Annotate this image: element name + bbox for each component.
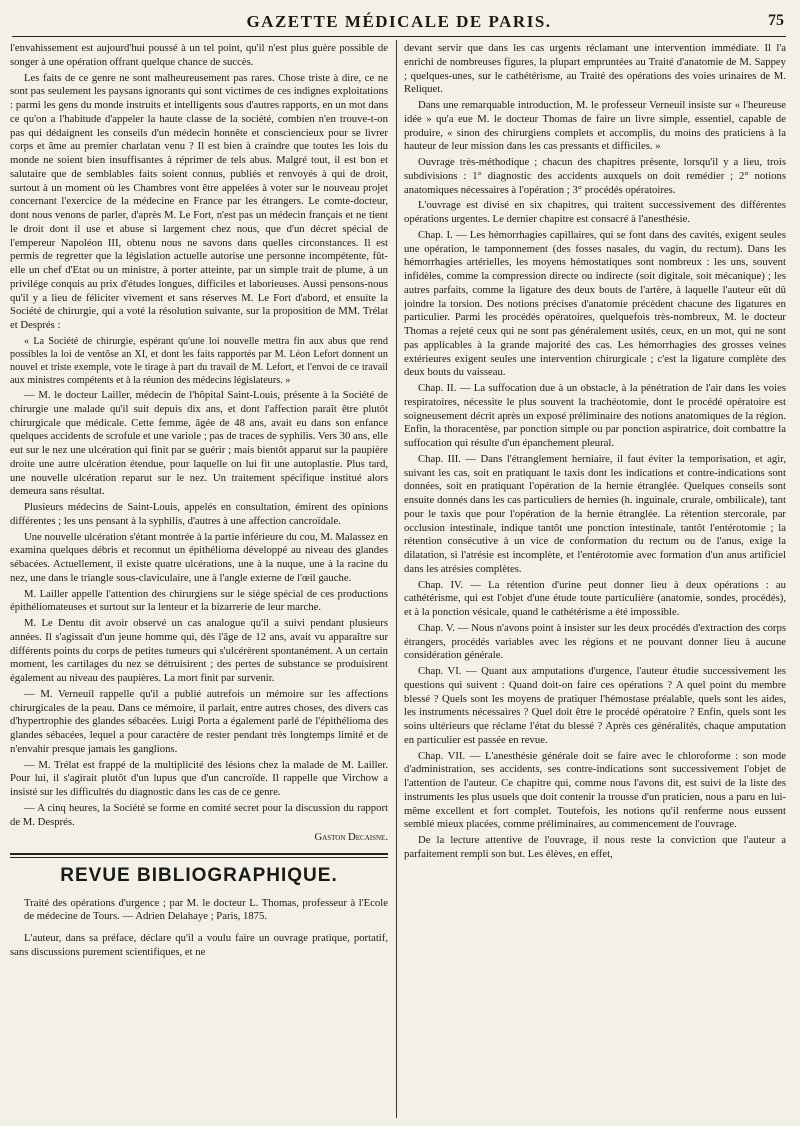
paragraph: De la lecture attentive de l'ouvrage, il nous reste la conviction que l'auteur a parfaitement rempli son but. Les élèves, en effet, [404, 834, 786, 860]
section-rule [10, 853, 388, 855]
paragraph: Les faits de ce genre ne sont malheureusement pas rares. Chose triste à dire, ce ne sont pas seulement les paysans ignorants qui sont victimes de ces indignes exploitations : parmi les gens du monde instruits et intelligents sous d'autres rapports, en un mot dans ce qu'on a l'habitude d'appeler la haute classe de la société, combien n'en trouve-t-on pas qui dédaignent les conseils d'un médecin honnête et consciencieux pour se livrer corps et âme au premier charlatan venu ? Il est bien à craindre que toutes les lois du monde ne soient bien insuffisantes à réprimer de tels abus. Malgré tout, il est bon et salutaire que de semblables faits soient connus, publiés et renvoyés à qui de droit, surtout à un moment où les Chambres vont être appelées à voter sur le nouveau projet concernant l'exercice de la médecine en France par les étrangers. Le comte-docteur, dont nous venons de parler, d'après M. Le Fort, n'est pas un médecin français et ne tient le droit dont il use et abuse si largement chez nous, que d'un décret spécial de l'empereur Napoléon III, obtenu nous ne savons dans quelles circonstances. Il est permis de regretter que la législation actuelle autorise une personne incompétente, fût-elle un chef d'Etat ou un ministre, à porter atteinte, par un simple trait de plume, à un privilége conquis au prix d'études longues, difficiles et laborieuses. Aussi pensons-nous qu'il y a lieu de féliciter vivement et sans réserves M. Le Fort d'abord, et ensuite la Société de chirurgie, qui a voté la résolution suivante, sur la proposition de MM. Trélat et Després : [10, 71, 388, 331]
right-column [404, 42, 786, 1120]
paragraph: L'ouvrage est divisé en six chapitres, qui traitent successivement des différentes opérations urgentes. Le dernier chapitre est consacré à l'anesthésie. [404, 199, 786, 225]
chapter-paragraph: Chap. III. — Dans l'étranglement herniaire, il faut éviter la temporisation, et agir, suivant les cas, soit en pratiquant le taxis dont les indications et contre-indications sont données, soit en pratiquant l'opération de la hernie étranglée. Quelques conseils sont ensuite donnés dans les cas particuliers de hernies (h. inguinale, crurale, ombilicale), tant pour le taxis que pour l'opération de la hernie étranglée. La rétention stercorale, par occlusion intestinale, indique tantôt une ponction intestinale, tantôt l'entérotomie ; la rétention consécutive à un vice de conformation du rectum ou de l'anus, exige la dilatation, si l'atrésie est incomplète, et l'entérotomie avec formation d'un anus artificiel dans les atrésies complètes. [404, 452, 786, 575]
paragraph: devant servir que dans les cas urgents réclamant une intervention immédiate. Il l'a enrichi de nombreuses figures, la plupart empruntées au Traité d'anatomie de M. Sappey ; quelques-unes, sur le cathétérisme, au Traité des opérations des voies urinaires de M. Reliquet. [404, 42, 786, 96]
column-divider [396, 40, 397, 1118]
paragraph: Ouvrage très-méthodique ; chacun des chapitres présente, lorsqu'il y a lieu, trois subdivisions : 1° diagnostic des accidents auxquels on doit remédier ; 2° notions anatomiques nécessaires à l'opération ; 3° procédés opératoires. [404, 156, 786, 196]
paragraph: — M. Verneuil rappelle qu'il a publié autrefois un mémoire sur les affections chirurgicales de la peau. Dans ce mémoire, il parlait, entre autres choses, des divers cas d'hypertrophie des glandes sébacées. Luigi Porta a également parlé de l'épithélioma des glandes sébacées, lequel a pour caractère de rester pendant très longtemps limité et de n'envahir presque jamais les ganglions. [10, 687, 388, 755]
book-citation: Traité des opérations d'urgence ; par M. le docteur L. Thomas, professeur à l'Ecole de médecine de Tours. — Adrien Delahaye ; Paris, 1875. [24, 896, 388, 923]
journal-title: GAZETTE MÉDICALE DE PARIS. [246, 12, 552, 31]
page-number: 75 [768, 12, 784, 29]
paragraph: l'envahissement est aujourd'hui poussé à un tel point, qu'il n'est plus guère possible de songer à une opération offrant quelque chance de succès. [10, 42, 388, 68]
chapter-paragraph: Chap. VI. — Quant aux amputations d'urgence, l'auteur étudie successivement les questions qui suivent : Quand doit-on faire ces opérations ? A quel point du membre blessé ? Quels sont les moyens de pratiquer l'hémostase préalable, quels sont les aides, les instruments nécessaires ? Quel doit être le procédé opératoire ? Enfin, quels sont les soins ultérieurs que réclame l'état du blessé ? Après ces généralités, chaque amputation en particulier est passée en revue. [404, 665, 786, 746]
paragraph: L'auteur, dans sa préface, déclare qu'il a voulu faire un ouvrage pratique, portatif, sans discussions purement scientifiques, et ne [10, 932, 388, 958]
chapter-paragraph: Chap. V. — Nous n'avons point à insister sur les deux procédés d'extraction des corps étrangers, procédés variables avec les régions et ne pouvant donner lieu à aucune considération générale. [404, 621, 786, 662]
paragraph: M. Lailler appelle l'attention des chirurgiens sur le siége spécial de ces productions épithéliomateuses et surtout sur la lenteur et la bizarrerie de leur marche. [10, 587, 388, 614]
section-rule [10, 857, 388, 858]
page-header [12, 6, 786, 37]
paragraph: Une nouvelle ulcération s'étant montrée à la partie inférieure du cou, M. Malassez en examina quelques débris et reconnut un épithélioma développé au niveau des glandes sébacées. Actuellement, il existe quatre ulcérations, une à la nuque, une à la racine du nez, une dans le triangle sous-claviculaire, une à l'angle externe de l'œil gauche. [10, 530, 388, 584]
chapter-paragraph: Chap. I. — Les hémorrhagies capillaires, qui se font dans des cavités, exigent seules une opération, le tamponnement (des fosses nasales, du vagin, du rectum). Dans les hémorrhagies artérielles, les moyens hémostatiques sont nombreux : les uns, souvent infidèles, comme la compression directe ou indirecte (soit digitale, soit mécanique) ; les autres parfaits, comme la ligature des deux bouts de l'artère, à laquelle l'auteur eût dû joindre la torsion. Des notions précises d'anatomie précèdent chacune des ligatures en particulier. Parmi les procédés opératoires, quelquefois très-nombreux, M. le docteur Thomas a rejeté ceux qui ne sont pas généralement usités, ceux, en un mot, qui ne sont pas applicables à la grande majorité des cas. Les hémorrhagies des grosses veines extérieures exigent seules une intervention chirurgicale ; c'est la ligature complète des deux bouts du vaisseau. [404, 228, 786, 379]
paragraph: — A cinq heures, la Société se forme en comité secret pour la discussion du rapport de M. Després. [10, 801, 388, 828]
author-signature: Gaston Decaisne. [314, 831, 388, 844]
paragraph: — M. Trélat est frappé de la multiplicité des lésions chez la malade de M. Lailler. Pour lui, il s'agirait plutôt d'un lupus que d'un cancroïde. Il rappelle que Virchow a insisté sur les difficultés du diagnostic dans les cas de ce genre. [10, 758, 388, 799]
paragraph: Plusieurs médecins de Saint-Louis, appelés en consultation, émirent des opinions différentes ; les uns pensant à la syphilis, d'autres à une affection cancroïdale. [10, 501, 388, 527]
chapter-paragraph: Chap. VII. — L'anesthésie générale doit se faire avec le chloroforme : son mode d'administration, ses accidents, ses contre-indications sont successivement l'objet de l'attention de l'auteur. Ce chapitre qui, comme nous l'avons dit, est suivi de la liste des instruments les plus usuels que doit contenir la trousse d'un praticien, nous a paru en lui-même excellent et fort complet. Toutefois, les notions qu'il renferme nous eussent semblé mieux placées, comme préliminaires, au commencement de l'ouvrage. [404, 749, 786, 831]
quotation: « La Société de chirurgie, espérant qu'une loi nouvelle mettra fin aux abus que rend possibles la loi de ventôse an XI, et dont les faits rapportés par M. Léon Lefort donnent un nouvel et triste exemple, vote le tirage à part du travail de M. Lefort, et l'envoi de ce travail aux ministres compétents et à la réunion des médecins législateurs. » [10, 335, 388, 387]
paragraph: — M. le docteur Lailler, médecin de l'hôpital Saint-Louis, présente à la Société de chirurgie une malade qu'il suit depuis dix ans, et dont l'affection paraît être plutôt chirurgicale que médicale. Cette femme, âgée de 48 ans, avait eu dans son enfance quelques accidents de scrofule et une variole ; pas de traces de syphilis. Vers 30 ans, elle eut sur le nez une ulcération qui finit par se guérir ; mais bientôt apparut sur la paupière droite une autre ulcération étendue, pour laquelle on lui fit une autoplastie. Plus tard, une nouvelle ulcération reparut sur le nez. Un traitement spécifique institué alors demeura sans résultat. [10, 389, 388, 498]
chapter-paragraph: Chap. II. — La suffocation due à un obstacle, à la pénétration de l'air dans les voies respiratoires, nécessite le plus souvent la trachéotomie, dont le procédé opératoire est soigneusement décrit après un exposé préliminaire des notions anatomiques de la région. Enfin, la thoracentèse, par ponction simple ou par ponction aspiratrice, doit combattre la suffocation qui résulte d'un épanchement pleural. [404, 382, 786, 449]
paragraph: Dans une remarquable introduction, M. le professeur Verneuil insiste sur « l'heureuse idée » qu'a eue M. le docteur Thomas de faire un livre simple, essentiel, capable de produire, « sinon des chirurgiens complets et accomplis, du moins des praticiens à la hauteur de leur mission dans les cas pressants et difficiles. » [404, 99, 786, 153]
section-title: REVUE BIBLIOGRAPHIQUE. [60, 865, 338, 887]
left-column [10, 42, 388, 1120]
paragraph: M. Le Dentu dit avoir observé un cas analogue qu'il a suivi pendant plusieurs années. Il s'agissait d'un jeune homme qui, dès l'âge de 12 ans, avait vu apparaître sur différents points du corps de petites tumeurs qui s'ulcérèrent spontanément. A un certain moment, les cartilages du nez se détruisirent ; des pertes de substance se produisirent également au niveau des paupières. La mort finit par survenir. [10, 617, 388, 685]
chapter-paragraph: Chap. IV. — La rétention d'urine peut donner lieu à deux opérations : au cathétérisme, qui est l'objet d'une étude toute particulière (anatomie, sondes, procédés), et à la ponction vésicale, quand le cathétérisme a été impossible. [404, 578, 786, 618]
